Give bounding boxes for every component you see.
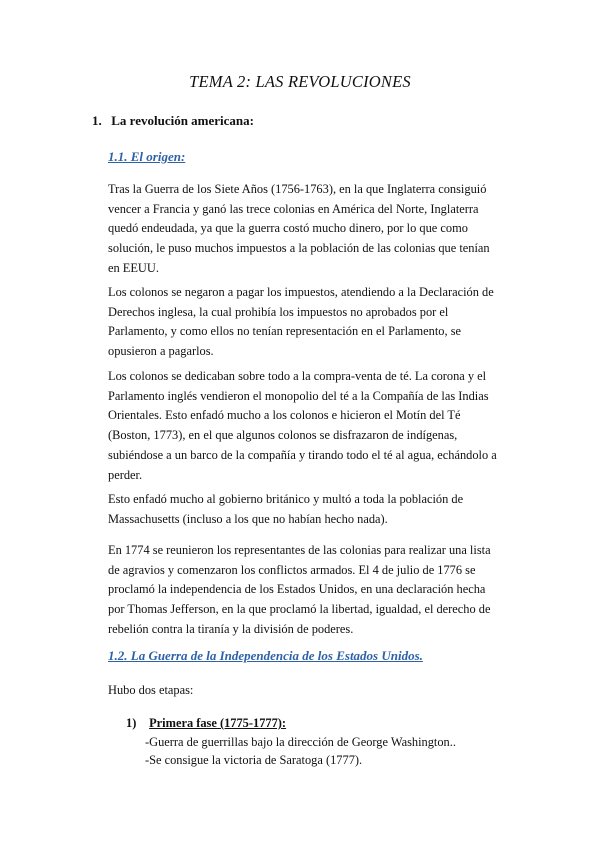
paragraph-line: solución, le puso muchos impuestos a la población de las colonias que tenían [108,241,490,256]
paragraph-line: Orientales. Esto enfadó mucho a los colonos e hicieron el Motín del Té [108,408,461,423]
paragraph-line: Esto enfadó mucho al gobierno británico y multó a toda la población de [108,492,464,506]
paragraph-line: (Boston, 1773), en el que algunos colonos se disfrazaron de indígenas, [108,428,458,443]
section-heading-american-revolution [92,113,254,129]
subsection-heading-origin: 1.1. El origen: [108,149,186,164]
paragraph-line: Hubo dos etapas: [108,683,194,697]
section-number: 1. [92,113,102,128]
phase-one-heading [126,716,286,731]
paragraph-taxes-refusal [108,283,524,362]
paragraph-line: vencer a Francia y ganó las trece colonias en América del Norte, Inglaterra [108,201,479,216]
phase-label: Primera fase (1775-1777): [149,716,287,730]
paragraph-tea-party [108,367,524,485]
paragraph-line: Los colonos se dedicaban sobre todo a la compra-venta de té. La corona y el [108,369,487,383]
paragraph-line: En 1774 se reunieron los representantes de las colonias para realizar una lista [108,543,491,557]
subsection-heading-independence-war: 1.2. La Guerra de la Independencia de los Estados Unidos. [108,648,423,663]
paragraph-line: proclamó la independencia de los Estados Unidos, en una declaración hecha [108,582,486,597]
paragraph-line: Parlamento inglés vendieron el monopolio del té a la Compañía de las Indias [108,388,489,403]
paragraph-line: en EEUU. [108,260,159,275]
phase-item: -Se consigue la victoria de Saratoga (1777). [145,753,363,767]
paragraph-line: por Thomas Jefferson, en la que proclamó la libertad, igualdad, el derecho de [108,602,491,617]
paragraph-line: Derechos inglesa, la cual prohibía los impuestos no aprobados por el [108,304,449,319]
paragraph-line: rebelión contra la tiranía y la división de poderes. [108,621,354,636]
paragraph-line: Tras la Guerra de los Siete Años (1756-1763), en la que Inglaterra consiguió [108,182,487,196]
intro-two-stages [108,681,524,701]
section-label: La revolución americana: [111,113,254,128]
paragraph-massachusetts-fine [108,490,524,529]
phase-number: 1) [126,716,137,730]
paragraph-line: Los colonos se negaron a pagar los impuestos, atendiendo a la Declaración de [108,285,494,299]
paragraph-line: quedó endeudada, ya que la guerra costó mucho dinero, por lo que como [108,221,468,236]
paragraph-line: opusieron a pagarlos. [108,344,214,359]
paragraph-line: Parlamento, y como ellos no tenían representación en el Parlamento, se [108,324,462,339]
paragraph-seven-years-war [108,180,524,279]
phase-item: -Guerra de guerrillas bajo la dirección de George Washington.. [145,735,456,749]
paragraph-independence-1776 [108,541,524,640]
paragraph-line: de agravios y comenzaron los conflictos armados. El 4 de julio de 1776 se [108,562,476,577]
page-title: TEMA 2: LAS REVOLUCIONES [189,72,411,91]
paragraph-line: perder. [108,467,143,482]
paragraph-line: Massachusetts (incluso a los que no habían hecho nada). [108,511,388,526]
paragraph-line: subiéndose a un barco de la compañía y tirando todo el té al agua, echándolo a [108,447,497,462]
